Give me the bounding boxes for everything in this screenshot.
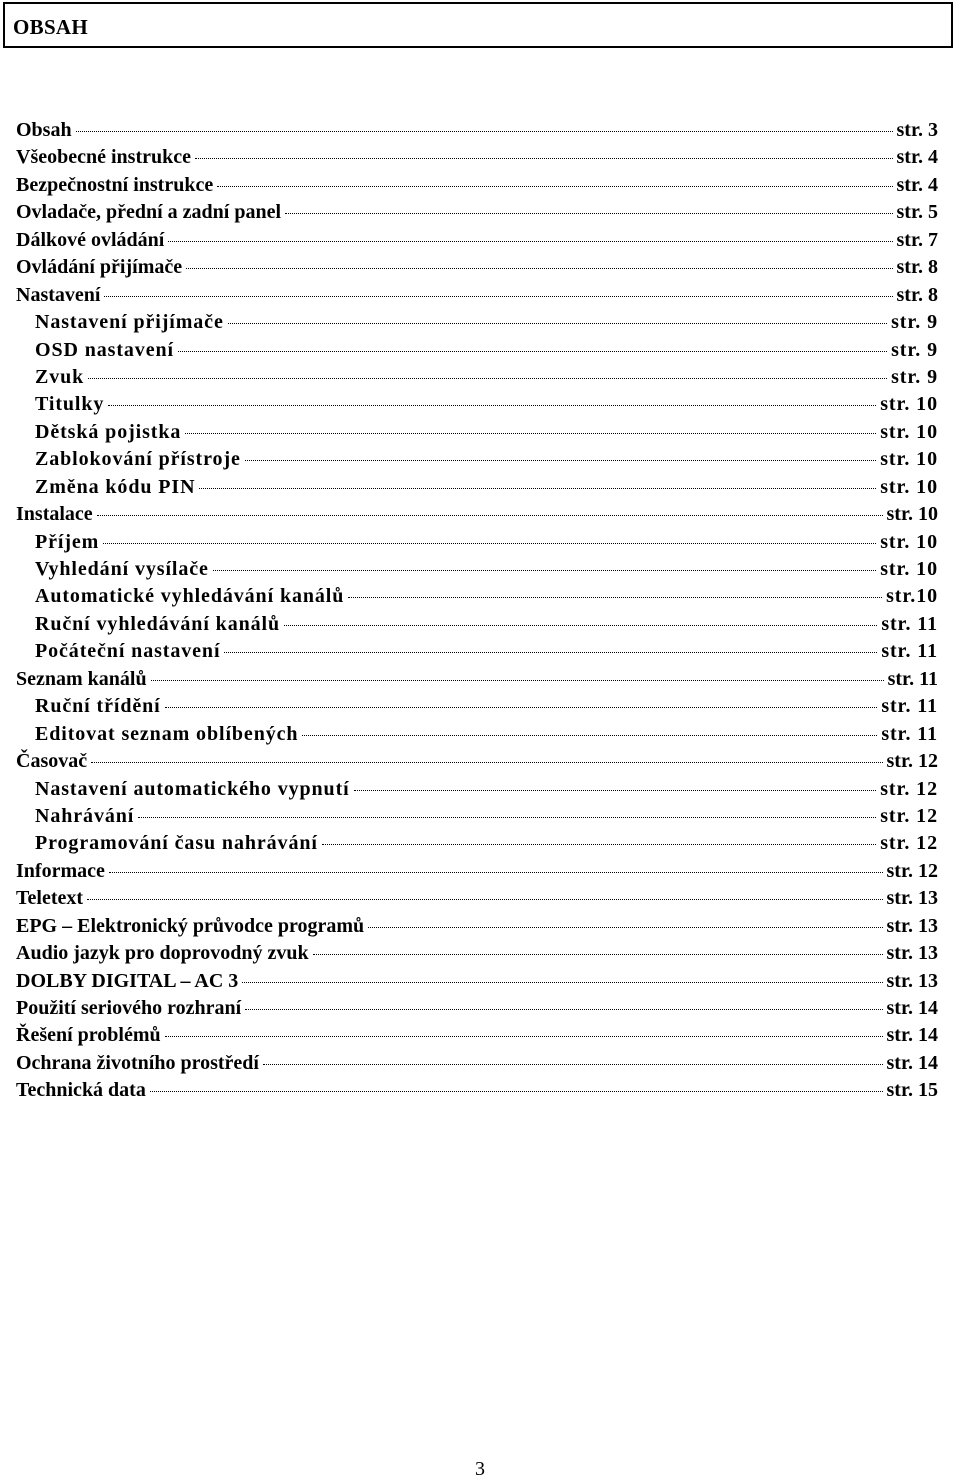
toc-entry-page: str. 9 <box>891 338 938 361</box>
dot-leader <box>263 1063 883 1065</box>
toc-entry-page: str. 4 <box>896 173 938 196</box>
toc-entry[interactable] <box>16 970 938 997</box>
toc-entry-label: Ochrana životního prostředí <box>16 1051 259 1074</box>
toc-entry-page: str. 4 <box>896 146 938 169</box>
dot-leader <box>108 404 876 406</box>
toc-entry-page: str. 8 <box>896 283 938 306</box>
toc-entry-label: Příjem <box>35 530 100 553</box>
toc-entry-label: Automatické vyhledávání kanálů <box>35 585 345 608</box>
toc-entry[interactable] <box>16 778 938 805</box>
toc-entry-label: Instalace <box>16 503 93 526</box>
toc-entry-label: DOLBY DIGITAL – AC 3 <box>16 969 239 992</box>
toc-entry[interactable] <box>16 393 938 420</box>
toc-entry-page: str. 12 <box>886 750 938 773</box>
page-title: OBSAH <box>13 15 89 39</box>
toc-entry[interactable] <box>16 146 938 173</box>
dot-leader <box>348 596 882 598</box>
toc-entry-page: str. 10 <box>880 448 938 471</box>
toc-entry-label: Ovladače, přední a zadní panel <box>16 201 282 224</box>
toc-entry-page: str. 11 <box>881 695 938 718</box>
toc-entry-page: str. 10 <box>880 420 938 443</box>
toc-entry-label: Časovač <box>16 750 88 773</box>
toc-entry[interactable] <box>16 997 938 1024</box>
toc-entry-label: Ovládání přijímače <box>16 256 183 279</box>
dot-leader <box>103 542 876 544</box>
toc-entry-page: str. 3 <box>896 119 938 141</box>
toc-entry-page: str. 14 <box>886 1024 938 1047</box>
dot-leader <box>302 734 877 736</box>
dot-leader <box>354 789 877 791</box>
toc-entry-page: str. 10 <box>880 475 938 498</box>
toc-entry-label: Ruční třídění <box>35 695 161 718</box>
toc-entry-page: str. 12 <box>880 832 938 855</box>
toc-entry-label: Řešení problémů <box>16 1024 161 1047</box>
dot-leader <box>368 926 882 928</box>
toc-entry-page: str. 7 <box>896 228 938 251</box>
dot-leader <box>322 843 876 845</box>
dot-leader <box>178 350 887 352</box>
toc-entry-label: Audio jazyk pro doprovodný zvuk <box>16 942 309 965</box>
dot-leader <box>165 706 878 708</box>
dot-leader <box>76 130 893 132</box>
toc-entry-page: str. 12 <box>880 777 938 800</box>
toc-entry-page: str. 5 <box>896 201 938 224</box>
toc-entry[interactable] <box>16 860 938 887</box>
dot-leader <box>91 761 882 763</box>
toc-entry-label: Vyhledání vysílače <box>35 558 209 580</box>
dot-leader <box>313 953 883 955</box>
toc-entry-label: Teletext <box>16 887 84 910</box>
toc-entry[interactable] <box>16 311 938 338</box>
toc-entry[interactable] <box>16 229 938 256</box>
toc-entry-label: Programování času nahrávání <box>35 832 318 855</box>
dot-leader <box>151 679 884 681</box>
toc-entry[interactable] <box>16 119 938 146</box>
dot-leader <box>228 322 887 324</box>
toc-entry[interactable] <box>16 723 938 750</box>
toc-entry-label: Technická data <box>16 1079 146 1102</box>
toc-entry[interactable] <box>16 201 938 228</box>
toc-entry-label: Seznam kanálů <box>16 667 147 690</box>
dot-leader <box>150 1090 883 1092</box>
toc-entry[interactable] <box>16 750 938 777</box>
toc-entry-label: Editovat seznam oblíbených <box>35 722 299 745</box>
toc-entry-label: Dálkové ovládání <box>16 228 165 251</box>
dot-leader <box>242 981 882 983</box>
toc-entry[interactable] <box>16 613 938 640</box>
toc-entry[interactable] <box>16 284 938 311</box>
toc-entry[interactable] <box>16 1052 938 1079</box>
toc-entry[interactable] <box>16 448 938 475</box>
toc-entry-label: Ruční vyhledávání kanálů <box>35 612 281 635</box>
toc-entry-page: str. 12 <box>886 859 938 882</box>
toc-entry-page: str. 13 <box>886 887 938 910</box>
toc-entry-page: str. 14 <box>886 1051 938 1074</box>
dot-leader <box>245 1008 882 1010</box>
table-of-contents <box>16 119 938 1107</box>
toc-entry-page: str. 10 <box>886 503 938 526</box>
toc-entry[interactable] <box>16 366 938 393</box>
dot-leader <box>88 377 887 379</box>
toc-entry-label: OSD nastavení <box>35 338 174 361</box>
toc-entry-label: Použití seriového rozhraní <box>16 997 242 1019</box>
dot-leader <box>109 871 883 873</box>
toc-entry[interactable] <box>16 695 938 722</box>
toc-entry-page: str. 10 <box>880 558 938 580</box>
dot-leader <box>224 651 877 653</box>
toc-entry-label: EPG – Elektronický průvodce programů <box>16 914 365 937</box>
toc-entry[interactable] <box>16 805 938 832</box>
toc-entry-page: str. 8 <box>896 256 938 279</box>
toc-entry-label: Nastavení přijímače <box>35 311 224 334</box>
toc-entry-page: str. 11 <box>887 667 938 690</box>
toc-entry-page: str. 11 <box>881 722 938 745</box>
dot-leader <box>185 432 876 434</box>
dot-leader <box>165 1035 883 1037</box>
toc-entry-label: Změna kódu PIN <box>35 475 196 498</box>
dot-leader <box>97 514 883 516</box>
toc-entry[interactable] <box>16 832 938 859</box>
page-number: 3 <box>475 1458 485 1480</box>
toc-entry-page: str. 15 <box>886 1079 938 1102</box>
toc-entry[interactable] <box>16 503 938 530</box>
toc-entry[interactable] <box>16 476 938 503</box>
toc-entry-page: str. 13 <box>886 969 938 992</box>
toc-entry[interactable] <box>16 887 938 914</box>
toc-entry[interactable] <box>16 640 938 667</box>
dot-leader <box>284 624 877 626</box>
toc-entry-label: Informace <box>16 859 105 882</box>
toc-entry-label: Všeobecné instrukce <box>16 146 191 169</box>
dot-leader <box>195 157 893 159</box>
toc-entry[interactable] <box>16 585 938 612</box>
toc-entry-label: Obsah <box>16 119 72 141</box>
toc-entry-label: Bezpečnostní instrukce <box>16 173 214 196</box>
toc-entry-page: str. 13 <box>886 942 938 965</box>
toc-entry-label: Dětská pojistka <box>35 420 182 443</box>
toc-entry[interactable] <box>16 942 938 969</box>
dot-leader <box>285 212 892 214</box>
toc-entry-page: str. 11 <box>881 640 938 663</box>
toc-entry-page: str. 13 <box>886 914 938 937</box>
toc-entry-label: Nastavení <box>16 283 101 306</box>
toc-entry[interactable] <box>16 1024 938 1051</box>
dot-leader <box>213 569 876 571</box>
toc-entry[interactable] <box>16 1079 938 1106</box>
dot-leader <box>104 295 892 297</box>
dot-leader <box>245 459 876 461</box>
toc-entry[interactable] <box>16 174 938 201</box>
dot-leader <box>186 267 892 269</box>
toc-entry-label: Počáteční nastavení <box>35 640 221 663</box>
toc-entry-page: str. 11 <box>881 612 938 635</box>
toc-entry-label: Titulky <box>35 393 105 416</box>
toc-entry-page: str. 10 <box>880 530 938 553</box>
dot-leader <box>217 185 892 187</box>
toc-entry[interactable] <box>16 421 938 448</box>
toc-entry-label: Nastavení automatického vypnutí <box>35 777 350 800</box>
toc-entry-label: Nahrávání <box>35 804 135 827</box>
toc-entry-page: str.10 <box>886 585 938 608</box>
toc-entry-page: str. 12 <box>880 804 938 827</box>
toc-entry-page: str. 14 <box>886 997 938 1019</box>
toc-entry-label: Zvuk <box>35 365 85 388</box>
toc-entry-page: str. 9 <box>891 365 938 388</box>
toc-entry-page: str. 9 <box>891 311 938 334</box>
toc-entry[interactable] <box>16 915 938 942</box>
toc-entry[interactable] <box>16 339 938 366</box>
dot-leader <box>87 898 883 900</box>
toc-entry[interactable] <box>16 531 938 558</box>
toc-entry[interactable] <box>16 256 938 283</box>
dot-leader <box>199 487 876 489</box>
heading-box <box>3 2 953 48</box>
toc-entry[interactable] <box>16 558 938 585</box>
dot-leader <box>168 240 892 242</box>
toc-entry-label: Zablokování přístroje <box>35 448 241 471</box>
toc-entry[interactable] <box>16 668 938 695</box>
toc-entry-page: str. 10 <box>880 393 938 416</box>
dot-leader <box>138 816 876 818</box>
